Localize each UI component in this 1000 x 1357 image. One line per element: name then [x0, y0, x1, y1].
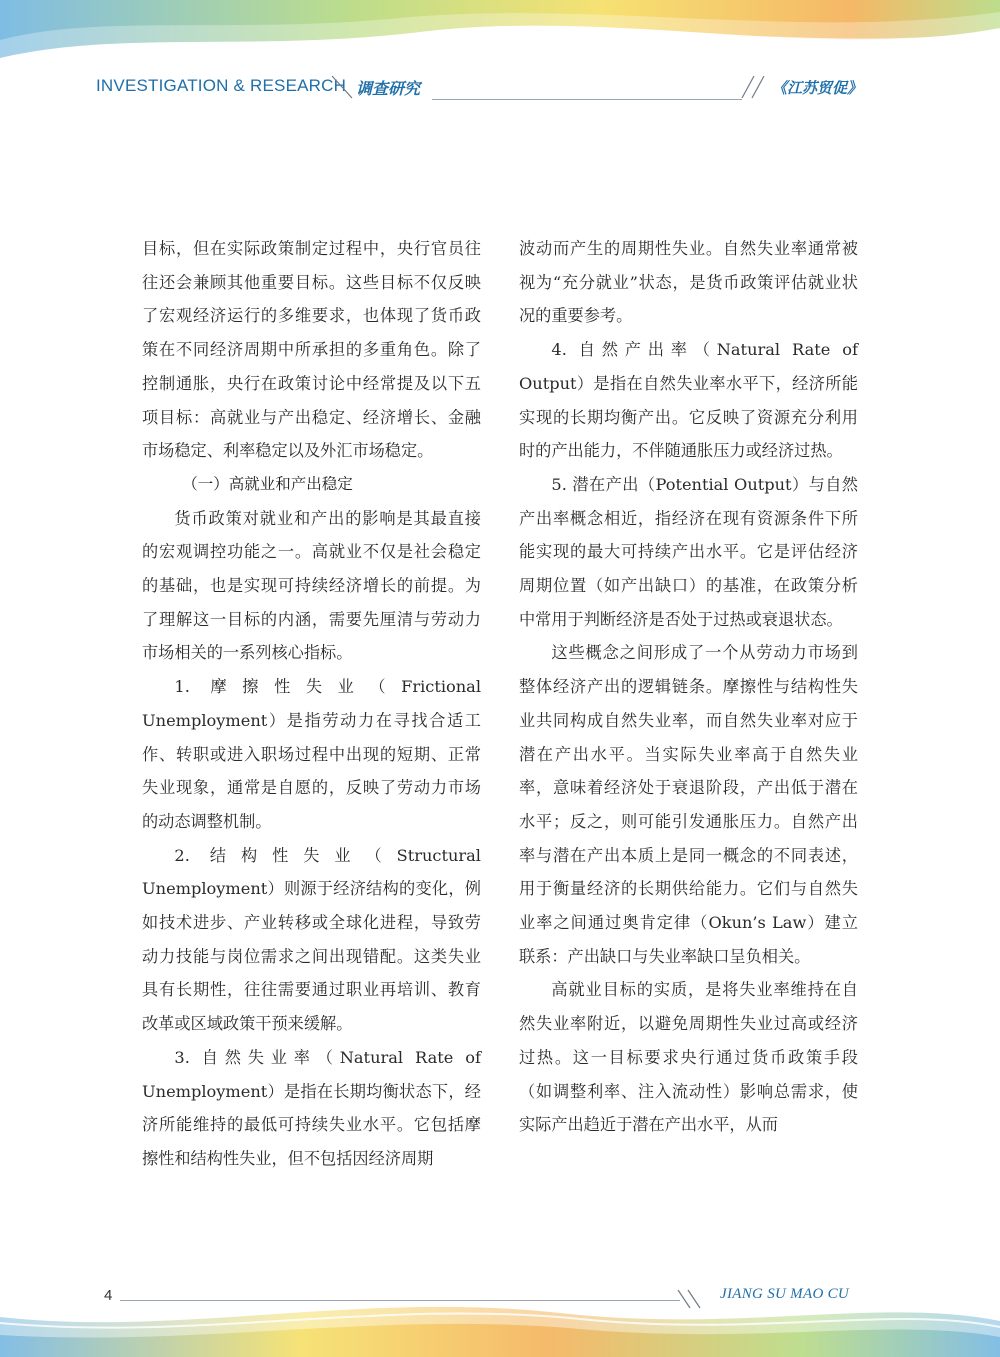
footer-magazine-title: JIANG SU MAO CU	[720, 1286, 850, 1302]
paragraph: 波动而产生的周期性失业。自然失业率通常被视为“充分就业”状态，是货币政策评估就业状况的重要参考。	[519, 239, 858, 326]
header-section-en: INVESTIGATION & RESEARCH	[96, 76, 347, 95]
top-wave-decoration	[0, 0, 1000, 80]
article-right-column	[519, 232, 858, 1142]
paragraph: 高就业目标的实质，是将失业率维持在自然失业率附近，以避免周期性失业过高或经济过热。这一目标要求央行通过货币政策手段（如调整利率、注入流动性）影响总需求，使实际产出趋近于潜在产出水平，从而	[519, 980, 858, 1135]
bottom-wave-decoration	[0, 1277, 1000, 1357]
header-double-slash	[740, 74, 770, 100]
paragraph-frictional-unemployment: 1. 摩擦性失业（Frictional Unemployment）是指劳动力在寻找合适工作、转职或进入职场过程中出现的短期、正常失业现象，通常是自愿的，反映了劳动力市场的动态调整机制。	[142, 677, 481, 831]
paragraph-structural-unemployment: 2. 结构性失业（Structural Unemployment）则源于经济结构的变化，例如技术进步、产业转移或全球化进程，导致劳动力技能与岗位需求之间出现错配。这类失业具有长期性，往往需要通过职业再培训、教育改革或区域政策干预来缓解。	[142, 845, 481, 1034]
paragraph-potential-output: 5. 潜在产出（Potential Output）与自然产出率概念相近，指经济在现有资源条件下所能实现的最大可持续产出水平。它是评估经济周期位置（如产出缺口）的基准，在政策分析中常用于判断经济是否处于过热或衰退状态。	[519, 474, 858, 629]
header-rule	[432, 99, 742, 100]
page-number: 4	[104, 1287, 113, 1304]
header-section-cn: 调查研究	[356, 79, 421, 98]
paragraph: 目标，但在实际政策制定过程中，央行官员往往还会兼顾其他重要目标。这些目标不仅反映了宏观经济运行的多维要求，也体现了货币政策在不同经济周期中所承担的多重角色。除了控制通胀，央行在政策讨论中经常提及以下五项目标：高就业与产出稳定、经济增长、金融市场稳定、利率稳定以及外汇市场稳定。	[142, 239, 481, 461]
article-left-column	[142, 232, 481, 1176]
paragraph-natural-rate-unemployment: 3. 自然失业率（Natural Rate of Unemployment）是指在长期均衡状态下，经济所能维持的最低可持续失业水平。它包括摩擦性和结构性失业，但不包括因经济周期	[142, 1047, 481, 1168]
header-slash-divider	[330, 74, 354, 100]
section-heading: （一）高就业和产出稳定	[182, 474, 353, 493]
paragraph-natural-rate-output: 4. 自然产出率（Natural Rate of Output）是指在自然失业率水平下，经济所能实现的长期均衡产出。它反映了资源充分利用时的产出能力，不伴随通胀压力或经济过热。	[519, 340, 858, 461]
header-magazine-title: 《江苏贸促》	[772, 79, 863, 97]
paragraph: 这些概念之间形成了一个从劳动力市场到整体经济产出的逻辑链条。摩擦性与结构性失业共同构成自然失业率，而自然失业率对应于潜在产出水平。当实际失业率高于自然失业率，意味着经济处于衰退阶段，产出低于潜在水平；反之，则可能引发通胀压力。自然产出率与潜在产出本质上是同一概念的不同表述，用于衡量经济的长期供给能力。它们与自然失业率之间通过奥肯定律（Okun’s Law）建立联系：产出缺口与失业率缺口呈负相关。	[519, 643, 858, 966]
paragraph: 货币政策对就业和产出的影响是其最直接的宏观调控功能之一。高就业不仅是社会稳定的基础，也是实现可持续经济增长的前提。为了理解这一目标的内涵，需要先厘清与劳动力市场相关的一系列核心指标。	[142, 508, 481, 663]
